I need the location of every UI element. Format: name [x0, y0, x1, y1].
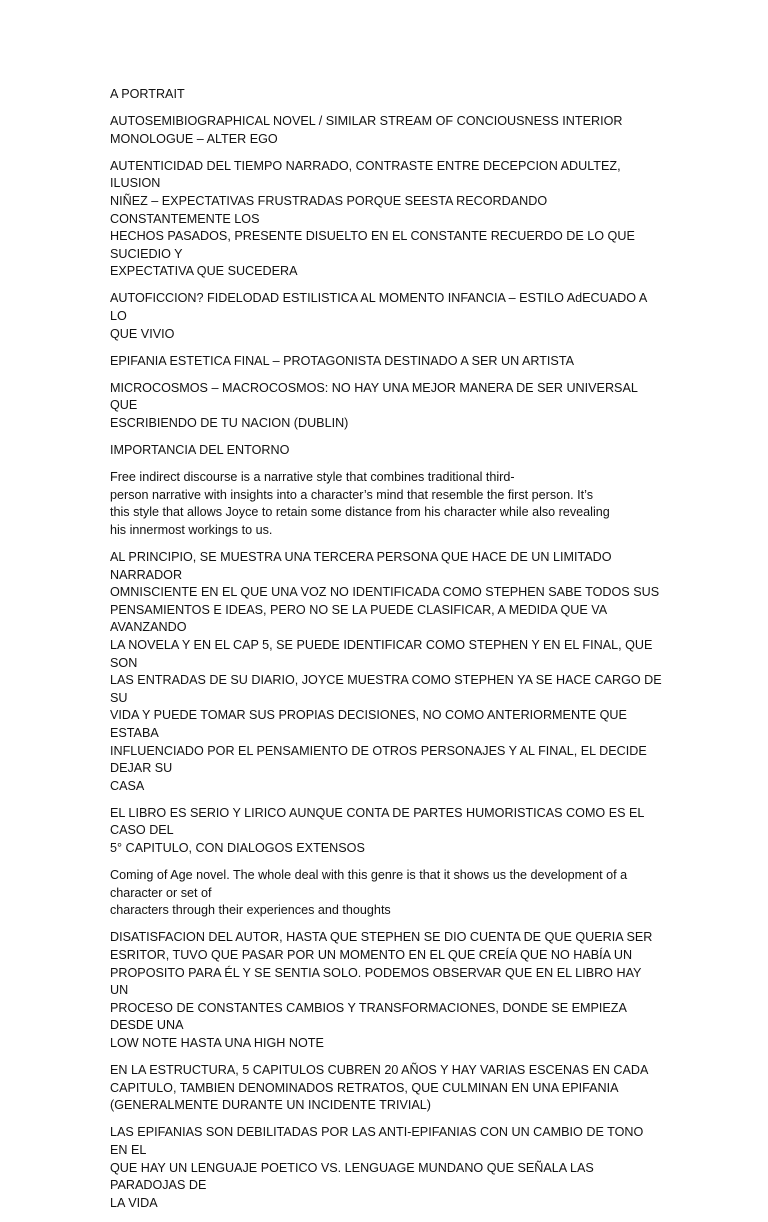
paragraph-al-principio: AL PRINCIPIO, SE MUESTRA UNA TERCERA PERSONA QUE HACE DE UN LIMITADO NARRADOR OMNISCIENTE EN EL QUE UNA VOZ NO IDENTIFICADA COMO STEPHEN SABE TODOS SUS PENSAMIENTOS E IDEAS, PERO NO SE LA PUEDE CLASIFICAR, A MEDIDA QUE VA AVANZANDO LA NOVELA Y EN EL CAP 5, SE PUEDE IDENTIFICAR COMO STEPHEN Y EN EL FINAL, QUE SON LAS ENTRADAS DE SU DIARIO, JOYCE MUESTRA COMO STEPHEN YA SE HACE CARGO DE SU VIDA Y PUEDE TOMAR SUS PROPIAS DECISIONES, NO COMO ANTERIORMENTE QUE ESTABA INFLUENCIADO POR EL PENSAMIENTO DE OTROS PERSONAJES Y AL FINAL, EL DECIDE DEJAR SU CASA: [110, 550, 662, 793]
document-title: A PORTRAIT: [110, 87, 185, 101]
paragraph-importancia-entorno: IMPORTANCIA DEL ENTORNO: [110, 443, 290, 458]
paragraph-epifanias: LAS EPIFANIAS SON DEBILITADAS POR LAS ANTI-EPIFANIAS CON UN CAMBIO DE TONO EN EL QUE HAY UN LENGUAJE POETICO VS. LENGUAGE MUNDANO QUE SEÑALA LAS PARADOJAS DE LA VIDA: [110, 1125, 644, 1210]
paragraph-free-indirect-discourse: Free indirect discourse is a narrative style that combines traditional third- person narrative with insights into a character’s mind that resemble the first person. It’s this style that allows Joyce to retain some distance from his character while also revealing his innermost workings to us.: [110, 470, 610, 537]
paragraph-libro-serio: EL LIBRO ES SERIO Y LIRICO AUNQUE CONTA DE PARTES HUMORISTICAS COMO ES EL CASO DEL 5° CAPITULO, CON DIALOGOS EXTENSOS: [110, 805, 644, 856]
paragraph-estructura: EN LA ESTRUCTURA, 5 CAPITULOS CUBREN 20 AÑOS Y HAY VARIAS ESCENAS EN CADA CAPITULO, TAMBIEN DENOMINADOS RETRATOS, QUE CULMINAN EN UNA EPIFANIA (GENERALMENTE DURANTE UN INCIDENTE TRIVIAL): [110, 1063, 649, 1113]
document-page: [110, 86, 662, 1222]
paragraph-coming-of-age: Coming of Age novel. The whole deal with this genre is that it shows us the development of a character or set of characters through their experiences and thoughts: [110, 868, 628, 918]
paragraph-autoficcion: AUTOFICCION? FIDELODAD ESTILISTICA AL MOMENTO INFANCIA – ESTILO AdECUADO A LO QUE VIVIO: [110, 291, 647, 341]
paragraph-autosemibiographical: AUTOSEMIBIOGRAPHICAL NOVEL / SIMILAR STREAM OF CONCIOUSNESS INTERIOR MONOLOGUE – ALTER EGO: [110, 114, 623, 146]
paragraph-disatisfacion: DISATISFACION DEL AUTOR, HASTA QUE STEPHEN SE DIO CUENTA DE QUE QUERIA SER ESRITOR, TUVO QUE PASAR POR UN MOMENTO EN EL QUE CREÍA QUE NO HABÍA UN PROPOSITO PARA ÉL Y SE SENTIA SOLO. PODEMOS OBSERVAR QUE EN EL LIBRO HAY UN PROCESO DE CONSTANTES CAMBIOS Y TRANSFORMACIONES, DONDE SE EMPIEZA DESDE UNA LOW NOTE HASTA UNA HIGH NOTE: [110, 930, 653, 1050]
paragraph-epifania-estetica: EPIFANIA ESTETICA FINAL – PROTAGONISTA DESTINADO A SER UN ARTISTA: [110, 353, 574, 368]
paragraph-autenticidad: AUTENTICIDAD DEL TIEMPO NARRADO, CONTRASTE ENTRE DECEPCION ADULTEZ, ILUSION NIÑEZ – EXPECTATIVAS FRUSTRADAS PORQUE SEESTA RECORDANDO CONSTANTEMENTE LOS HECHOS PASADOS, PRESENTE DISUELTO EN EL CONSTANTE RECUERDO DE LO QUE SUCIEDIO Y EXPECTATIVA QUE SUCEDERA: [110, 158, 635, 279]
paragraph-microcosmos: MICROCOSMOS – MACROCOSMOS: NO HAY UNA MEJOR MANERA DE SER UNIVERSAL QUE ESCRIBIENDO DE TU NACION (DUBLIN): [110, 380, 638, 430]
